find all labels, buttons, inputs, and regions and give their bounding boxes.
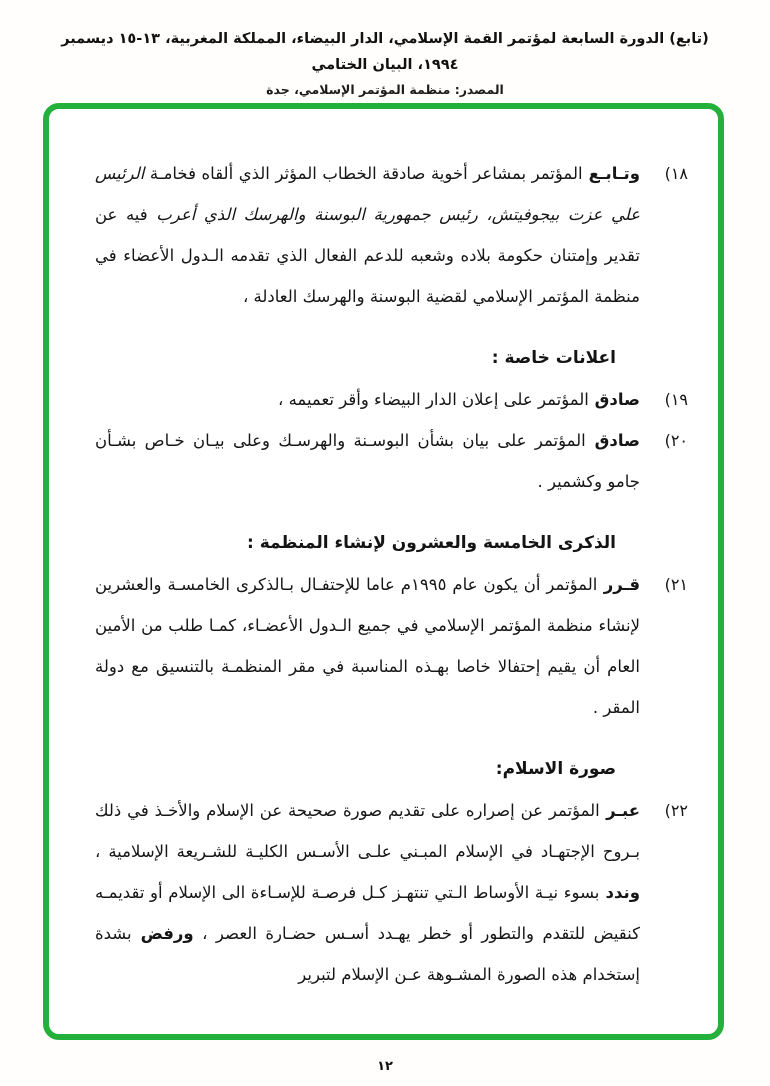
document-header xyxy=(0,26,770,102)
document-title: (تابع) الدورة السابعة لمؤتمر القمة الإسلامي، الدار البيضاء، المملكة المغربية، ١٣-١٥ ديسمبر ١٩٩٤، البيان الختامي xyxy=(61,31,709,73)
section-heading: اعلانات خاصة : xyxy=(491,348,616,368)
numbered-item xyxy=(95,153,688,317)
item-text-run: المؤتمر على بيان بشأن البوسـنة والهرسـك وعلى بيـان خـاص بشـأن جامو وكشمير . xyxy=(95,431,640,491)
item-text xyxy=(95,564,640,728)
item-lead-word: وندد xyxy=(599,883,640,902)
item-text xyxy=(95,153,640,317)
item-text xyxy=(95,790,640,995)
item-number: ٢٢) xyxy=(664,801,688,820)
item-lead-word: ورفض xyxy=(131,924,194,943)
document-body xyxy=(49,109,718,1034)
item-number: ٢٠) xyxy=(664,431,688,450)
item-text xyxy=(95,379,640,420)
item-text-run: فيه عن تقدير وإمتنان حكومة بلاده وشعبه للدعم الفعال الذي تقدمه الـدول الأعضاء في منظمة المؤتمر الإسلامي لقضية البوسنة والهرسك العادلة ، xyxy=(95,205,640,306)
item-text-run: المؤتمر أن يكون عام ١٩٩٥م عاما للإحتفـال بـالذكرى الخامسـة والعشرين لإنشاء منظمة المؤتمر الإسلامي في جميع الـدول الأعضـاء، كمـا طلب من الأمين العام أن يقيم إحتفالا خاصا بهـذه المناسبة في مقر المنظمـة بالتنسيق مع دولة المقر . xyxy=(95,575,640,717)
item-text xyxy=(95,420,640,502)
item-lead-word: صادق xyxy=(585,431,640,450)
item-lead-word: قـرر xyxy=(597,575,641,594)
item-number: ١٨) xyxy=(664,164,688,183)
item-text-run: بشدة إستخدام هذه الصورة المشـوهة عـن الإسلام لتبرير xyxy=(95,924,640,984)
item-number: ١٩) xyxy=(664,390,688,409)
green-border-frame xyxy=(43,103,724,1040)
item-lead-word: وتـابـع xyxy=(582,164,641,183)
item-text-run: المؤتمر بمشاعر أخوية صادقة الخطاب المؤثر الذي ألقاه فخامـة xyxy=(144,164,583,183)
page-number: ١٢ xyxy=(377,1059,393,1074)
document-source: المصدر: منظمة المؤتمر الإسلامي، جدة xyxy=(266,82,504,97)
item-lead-word: صادق xyxy=(588,390,640,409)
item-text-run: بسوء نيـة الأوساط الـتي تنتهـز كـل فرصـة للإسـاءة الى الإسلام أو تقديمـه كنقيض للتقدم والتطور أو خطر يهـدد أسـس حضـارة العصر ، xyxy=(95,883,640,943)
numbered-item xyxy=(95,564,688,728)
section-heading: صورة الاسلام: xyxy=(495,759,616,779)
item-text-run: المؤتمر على إعلان الدار البيضاء وأقر تعميمه ، xyxy=(278,390,589,409)
item-italic-run: الرئيس علي عزت بيجوفيتش، رئيس جمهورية البوسنة والهرسك الذي أعرب xyxy=(95,164,640,224)
item-number: ٢١) xyxy=(664,575,688,594)
numbered-item xyxy=(95,420,688,502)
numbered-item xyxy=(95,379,688,420)
section-heading: الذكرى الخامسة والعشرون لإنشاء المنظمة : xyxy=(247,533,616,553)
item-text-run: المؤتمر عن إصراره على تقديم صورة صحيحة عن الإسلام والأخـذ في ذلك بـروح الإجتهـاد في الإسلام المبـني علـى الأسـس الكليـة للشـريعة الإسلامية ، xyxy=(95,801,640,861)
numbered-item xyxy=(95,790,688,995)
item-lead-word: عبـر xyxy=(599,801,640,820)
